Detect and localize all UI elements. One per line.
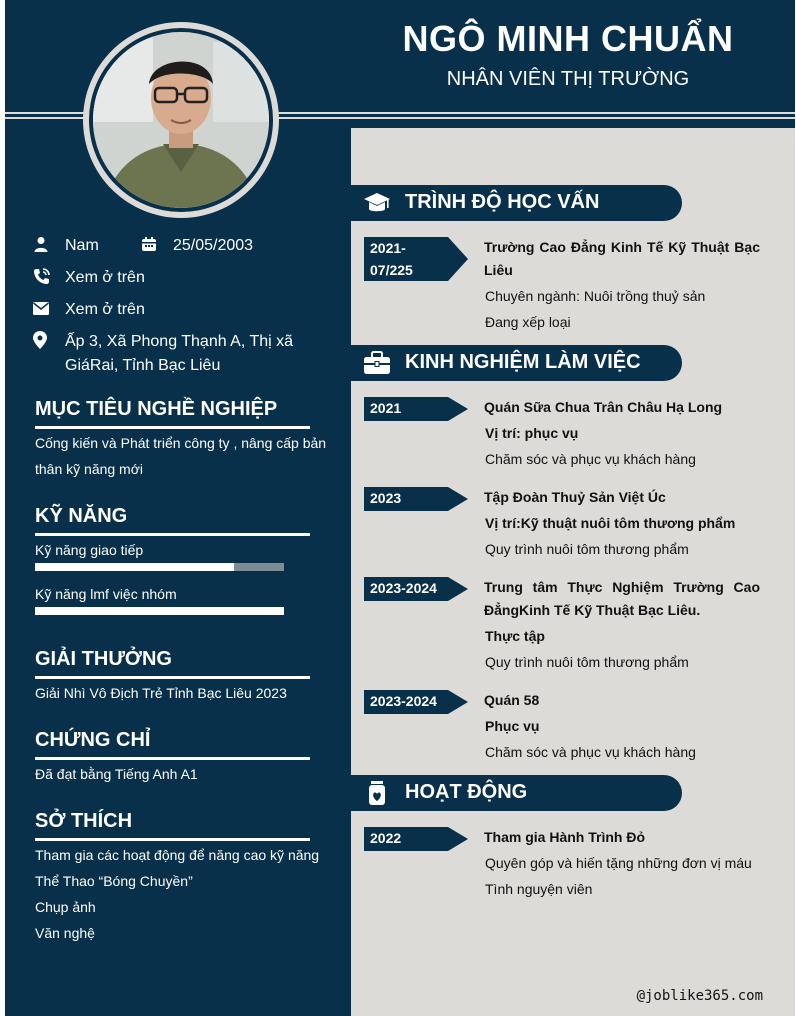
date-tag-text: 2021 (364, 397, 448, 421)
graduation-cap-icon (363, 191, 391, 215)
date-tag-arrow (448, 690, 468, 714)
date-tag-text: 2023 (364, 487, 448, 511)
entry-org: Quán 58 (484, 692, 540, 708)
experience-entry (484, 689, 760, 765)
hobbies-divider (35, 838, 310, 841)
date-tag-text: 2023-2024 (364, 577, 448, 601)
user-icon (33, 234, 65, 254)
experience-entry (484, 486, 760, 562)
experience-heading: KINH NGHIỆM LÀM VIỆC (405, 351, 641, 373)
entry-role: Phục vụ (485, 718, 540, 734)
resume-page (5, 0, 795, 1016)
address-row (33, 330, 333, 378)
entry-line: Quy trình nuôi tôm thương phẩm (485, 541, 689, 557)
hobby-item: Thể Thao “Bóng Chuyền” (35, 873, 193, 889)
date-tag-arrow (448, 487, 468, 511)
skill-bar-fill (35, 563, 234, 571)
awards-heading: GIẢI THƯỞNG (35, 648, 172, 670)
skill-bar-fill (35, 607, 284, 615)
calendar-icon (141, 234, 173, 254)
entry-line: Chuyên ngành: Nuôi trồng thuỷ sản (485, 288, 706, 304)
hobby-item: Văn nghệ (35, 925, 95, 941)
blood-bag-icon (363, 781, 391, 805)
certificates-divider (35, 757, 310, 760)
date-tag-arrow (448, 577, 468, 601)
skills-divider (35, 533, 310, 536)
certificates-text: Đã đạt bằng Tiếng Anh A1 (35, 766, 198, 782)
date-tag-arrow (448, 397, 468, 421)
gender-row (33, 234, 253, 258)
entry-line: Chăm sóc và phục vụ khách hàng (485, 451, 696, 467)
entry-org: Trung tâm Thực Nghiệm Trường Cao ĐẳngKinh Tế Kỹ Thuật Bạc Liêu. (484, 579, 760, 618)
objective-text: Cống kiến và Phát triển công ty , nâng cấp bản thân kỹ năng mới (35, 435, 327, 477)
entry-role: Vị trí: phục vụ (485, 425, 579, 441)
experience-entry (484, 576, 760, 675)
entry-org: Tham gia Hành Trình Đỏ (484, 829, 646, 845)
avatar-photo (93, 32, 269, 208)
phone-row (33, 266, 145, 290)
skill-label: Kỹ năng giao tiếp (35, 542, 144, 558)
awards-text: Giải Nhì Vô Địch Trẻ Tỉnh Bạc Liêu 2023 (35, 685, 287, 701)
entry-line: Tình nguyện viên (485, 881, 593, 897)
skill-bar (35, 607, 284, 615)
hobby-item: Tham gia các hoạt động để năng cao kỹ năng (35, 847, 320, 863)
briefcase-icon (363, 351, 391, 375)
experience-header (351, 345, 682, 381)
entry-org: Quán Sữa Chua Trân Châu Hạ Long (484, 399, 723, 415)
date-tag-arrow (448, 237, 468, 281)
education-entry (484, 236, 760, 335)
skill-bar (35, 563, 284, 571)
avatar (83, 22, 279, 218)
entry-role: Vị trí:Kỹ thuật nuôi tôm thương phẩm (485, 515, 736, 531)
footer-watermark: @joblike365.com (636, 988, 763, 1004)
skill-label: Kỹ năng lmf việc nhóm (35, 586, 177, 602)
activities-heading: HOẠT ĐỘNG (405, 781, 528, 803)
phone-icon (33, 266, 65, 286)
date-tag-text: 2023-2024 (364, 690, 448, 714)
candidate-title: NHÂN VIÊN THỊ TRƯỜNG (446, 68, 690, 90)
entry-line: Chăm sóc và phục vụ khách hàng (485, 744, 696, 760)
envelope-icon (33, 298, 65, 318)
candidate-name: NGÔ MINH CHUẨN (402, 18, 734, 59)
hobby-item: Chụp ảnh (35, 899, 96, 915)
gender-value: Nam (65, 237, 99, 254)
entry-line: Quy trình nuôi tôm thương phẩm (485, 654, 689, 670)
objective-divider (35, 426, 310, 429)
date-tag-arrow (448, 827, 468, 851)
certificates-heading: CHỨNG CHỈ (35, 729, 151, 751)
awards-divider (35, 676, 310, 679)
entry-org: Tập Đoàn Thuỷ Sản Việt Úc (484, 489, 666, 505)
entry-line: Đang xếp loại (485, 314, 571, 330)
entry-org: Trường Cao Đẳng Kinh Tế Kỹ Thuật Bạc Liêu (484, 239, 760, 278)
date-tag-text: 07/225 (370, 262, 413, 278)
birthday-value: 25/05/2003 (173, 237, 254, 254)
education-heading: TRÌNH ĐỘ HỌC VẤN (405, 191, 600, 213)
hobbies-heading: SỞ THÍCH (35, 810, 133, 832)
date-tag-text: 2022 (364, 827, 448, 851)
entry-role: Thực tập (485, 628, 545, 644)
objective-heading: MỤC TIÊU NGHỀ NGHIỆP (35, 398, 278, 420)
date-tag-text: 2021- (370, 240, 406, 256)
activity-entry (484, 826, 760, 902)
map-pin-icon (33, 330, 65, 350)
entry-line: Quyên góp và hiến tặng những đơn vị máu (485, 855, 752, 871)
skills-heading: KỸ NĂNG (35, 505, 128, 527)
email-row (33, 298, 145, 322)
education-header (351, 185, 682, 221)
activities-header (351, 775, 682, 811)
address-value: Ấp 3, Xã Phong Thạnh A, Thị xã GiáRai, Tỉnh Bạc Liêu (65, 333, 294, 374)
experience-entry (484, 396, 760, 472)
email-value: Xem ở trên (65, 301, 145, 318)
phone-value: Xem ở trên (65, 269, 145, 286)
